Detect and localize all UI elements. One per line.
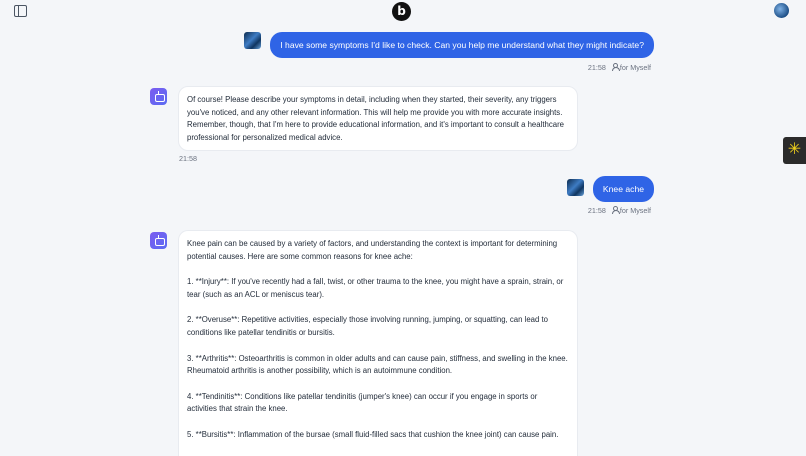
user-message bbox=[244, 32, 654, 58]
brand-logo[interactable]: b bbox=[392, 2, 411, 21]
user-message-bubble: I have some symptoms I'd like to check. Can you help me understand what they might indicate? bbox=[270, 32, 654, 58]
user-message-meta bbox=[588, 206, 651, 215]
user-message-bubble: Knee ache bbox=[593, 176, 654, 202]
sparkle-icon: ✳ bbox=[787, 141, 802, 158]
assistant-list-item: 1. **Injury**: If you've recently had a fall, twist, or other trauma to the knee, you might have a sprain, strain, or tear (such as an ACL or meniscus tear). bbox=[187, 277, 564, 299]
user-avatar bbox=[567, 179, 584, 196]
user-avatar bbox=[244, 32, 261, 49]
top-bar bbox=[0, 0, 806, 24]
user-message bbox=[567, 176, 654, 202]
person-icon bbox=[612, 63, 618, 70]
user-message-meta bbox=[588, 63, 651, 72]
chat-thread bbox=[0, 24, 806, 456]
assistant-message-intro: Knee pain can be caused by a variety of factors, and understanding the context is important for determining potential causes. Here are some common reasons for knee ache: bbox=[187, 239, 558, 261]
audience-label: for Myself bbox=[612, 63, 651, 72]
user-avatar-menu[interactable] bbox=[774, 3, 789, 18]
assistant-message-bubble bbox=[178, 230, 578, 456]
assistant-list-item: 4. **Tendinitis**: Conditions like patellar tendinitis (jumper's knee) can occur if you engage in sports or activities that strain the knee. bbox=[187, 391, 538, 414]
sidebar-toggle-icon[interactable] bbox=[14, 5, 27, 17]
assistant-list-item: 2. **Overuse**: Repetitive activities, especially those involving running, jumping, or squatting, can lead to conditions like patellar tendinitis or bursitis. bbox=[187, 315, 549, 337]
assistant-bot-icon bbox=[150, 232, 167, 249]
assistant-list-item: 3. **Arthritis**: Osteoarthritis is common in older adults and can cause pain, stiffness, and swelling in the knee. Rheumatoid arthritis is another possibility, which is an autoimmune condition. bbox=[187, 353, 568, 376]
person-icon bbox=[612, 206, 618, 213]
assistant-message-text: Of course! Please describe your symptoms in detail, including when they started, their severity, any triggers you've noticed, and any other relevant information. This will help me provide you with more accurate insights. Remember, though, that I'm here to provide educational information, and it's important to consult a healthcare professional for personalized medical advice. bbox=[187, 95, 565, 142]
message-time: 21:58 bbox=[587, 206, 606, 215]
message-time: 21:58 bbox=[587, 63, 606, 72]
side-widget-button[interactable] bbox=[783, 137, 806, 164]
assistant-list-item: 5. **Bursitis**: Inflammation of the bursae (small fluid-filled sacs that cushion the knee joint) can cause pain. bbox=[187, 429, 559, 439]
audience-label: for Myself bbox=[612, 206, 651, 215]
message-time: 21:58 bbox=[179, 154, 197, 163]
assistant-message-bubble bbox=[178, 86, 578, 151]
assistant-bot-icon bbox=[150, 88, 167, 105]
